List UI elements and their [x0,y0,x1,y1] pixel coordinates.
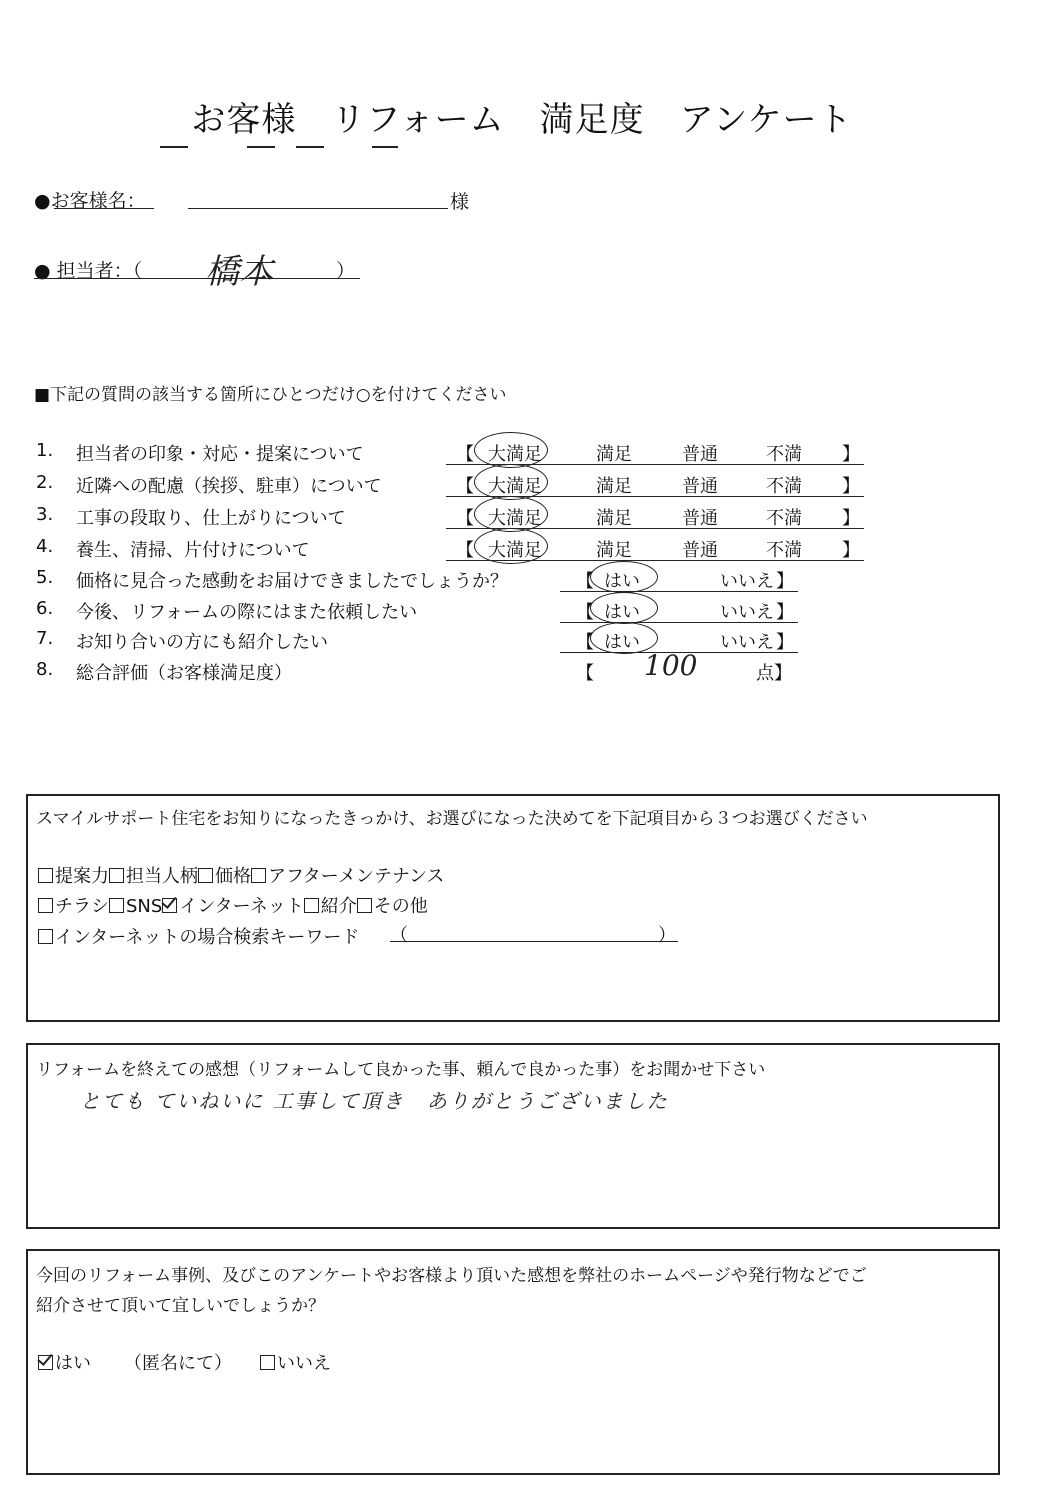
consent-no-checkbox[interactable] [260,1355,275,1370]
yesno-option[interactable]: はい [604,571,640,592]
bracket-open: 【 [576,602,594,623]
bracket-open: 【 [576,632,594,653]
yesno-option[interactable]: いいえ [720,602,774,623]
page-title: お客様 リフォーム 満足度 アンケート [191,100,853,140]
score-unit: 点 [756,663,774,684]
discovery-option[interactable] [109,866,198,887]
question-number: 5. [36,567,54,588]
scale-option[interactable]: 満足 [596,476,632,497]
impression-answer: とても ていねいに 工事して頂き ありがとうございました [80,1089,669,1113]
title-dash [296,146,324,148]
bracket-close: 】 [842,444,860,465]
yesno-option[interactable]: いいえ [720,632,774,653]
question-number: 2. [36,472,54,493]
question-text: お知り合いの方にも紹介したい [76,632,328,653]
discovery-option-label: 紹介 [320,896,357,917]
yesno-option[interactable]: はい [604,602,640,623]
discovery-option-label: 価格 [215,866,251,887]
consent-heading-line1: 今回のリフォーム事例、及びこのアンケートやお客様より頂いた感想を弊社のホームページや発行物などでご [36,1266,867,1286]
scale-option[interactable]: 普通 [682,508,718,529]
question-number: 4. [36,536,54,557]
question-number: 7. [36,628,54,649]
score-value-handwritten: 100 [644,649,698,682]
scale-option[interactable]: 普通 [682,444,718,465]
keyword-checkbox[interactable] [38,929,53,944]
checkbox[interactable] [198,868,213,883]
bracket-close: 】 [776,602,794,623]
scale-option[interactable]: 大満足 [488,476,542,497]
discovery-option[interactable] [38,866,109,887]
keyword-close-paren: ） [658,925,676,946]
impression-heading: リフォームを終えての感想（リフォームして良かった事、頼んで良かった事）をお聞かせ下さい [36,1060,766,1080]
discovery-option[interactable] [109,896,162,917]
discovery-option-label: 担当人柄 [126,866,198,887]
consent-no-label: いいえ [277,1353,331,1374]
checkbox[interactable] [38,898,53,913]
yesno-option[interactable]: はい [604,632,640,653]
keyword-label: インターネットの場合検索キーワード [55,927,360,948]
question-number: 8. [36,659,54,680]
staff-name-handwritten: 橋本 [205,252,273,292]
bracket-close: 】 [776,571,794,592]
checkbox[interactable] [357,898,372,913]
scale-option[interactable]: 不満 [766,540,802,561]
bracket-open: 【 [576,663,594,684]
discovery-option[interactable] [251,866,444,887]
scale-option[interactable]: 満足 [596,540,632,561]
discovery-option-label: アフターメンテナンス [268,866,445,887]
bracket-open: 【 [456,444,474,465]
scale-option[interactable]: 普通 [682,540,718,561]
discovery-option-label: 提案力 [55,866,109,887]
checkbox[interactable] [109,868,124,883]
answer-row [560,567,798,592]
answer-row [560,598,798,623]
title-dash [247,146,275,148]
customer-suffix: 様 [450,191,470,213]
customer-name-label: ●お客様名： [34,190,146,212]
discovery-section [26,794,1000,1022]
bracket-open: 【 [456,540,474,561]
yesno-option[interactable]: いいえ [720,571,774,592]
bracket-open: 【 [456,508,474,529]
discovery-option-label: インターネット [179,896,304,917]
question-number: 3. [36,504,54,525]
discovery-option[interactable] [198,866,251,887]
consent-no-option[interactable] [260,1349,331,1375]
discovery-option[interactable] [304,896,357,917]
checkbox[interactable] [109,898,124,913]
staff-underline [34,278,360,279]
answer-row [446,536,864,561]
keyword-input[interactable] [390,941,678,942]
question-text: 総合評価（お客様満足度） [76,663,292,684]
discovery-option-label: SNS [126,896,163,917]
checkbox[interactable] [38,868,53,883]
selection-circle-mark [474,528,548,564]
consent-yes-label: はい [55,1353,91,1374]
consent-yes-option[interactable] [38,1349,91,1375]
consent-yes-checkbox[interactable] [38,1355,53,1370]
question-number: 1. [36,440,54,461]
question-text: 今後、リフォームの際にはまた依頼したい [76,602,418,623]
scale-option[interactable]: 不満 [766,508,802,529]
discovery-option[interactable] [162,896,303,917]
scale-option[interactable]: 満足 [596,444,632,465]
scale-option[interactable]: 大満足 [488,444,542,465]
scale-option[interactable]: 大満足 [488,540,542,561]
instruction-text: ■下記の質問の該当する箇所にひとつだけ○を付けてください [34,385,507,405]
selection-circle-mark [590,561,658,593]
question-text: 近隣への配慮（挨拶、駐車）について [76,476,382,497]
answer-row [446,440,864,465]
keyword-open-paren: （ [390,925,408,946]
question-text: 工事の段取り、仕上がりについて [76,508,346,529]
scale-option[interactable]: 不満 [766,444,802,465]
customer-label-underline [54,208,154,209]
bracket-close: 】 [774,663,792,684]
bracket-open: 【 [456,476,474,497]
keyword-row [38,923,359,949]
bracket-close: 】 [842,476,860,497]
bracket-close: 】 [842,508,860,529]
staff-close-paren: ） [336,260,356,282]
selection-circle-mark [474,464,548,500]
staff-label: ● 担当者：（ [34,260,143,282]
impression-section [26,1043,1000,1229]
question-text: 養生、清掃、片付けについて [76,540,310,561]
consent-heading-line2: 紹介させて頂いて宜しいでしょうか？ [36,1296,325,1316]
discovery-option[interactable] [357,896,428,917]
discovery-heading: スマイルサポート住宅をお知りになったきっかけ、お選びになった決めてを下記項目から３つお選びください [36,809,868,829]
checkbox[interactable] [162,898,177,913]
discovery-option-label: チラシ [55,896,109,917]
question-text: 担当者の印象・対応・提案について [76,444,364,465]
answer-row [446,472,864,497]
bracket-close: 】 [776,632,794,653]
scale-option[interactable]: 不満 [766,476,802,497]
scale-option[interactable]: 満足 [596,508,632,529]
question-number: 6. [36,598,54,619]
checkbox[interactable] [251,868,266,883]
title-dash [160,146,188,148]
selection-circle-mark [590,592,658,624]
question-text: 価格に見合った感動をお届けできましたでしょうか？ [76,571,508,592]
answer-row [560,649,798,684]
selection-circle-mark [474,432,548,468]
bracket-close: 】 [842,540,860,561]
scale-option[interactable]: 普通 [682,476,718,497]
consent-anonymous-label: （匿名にて） [124,1353,232,1374]
discovery-options-row1 [38,862,444,888]
scale-option[interactable]: 大満足 [488,508,542,529]
selection-circle-mark [474,496,548,532]
checkbox[interactable] [304,898,319,913]
title-dash [372,146,398,148]
discovery-options-row2 [38,892,428,918]
discovery-option[interactable] [38,896,109,917]
answer-row [446,504,864,529]
bracket-open: 【 [576,571,594,592]
publish-consent-section [26,1249,1000,1475]
discovery-option-label: その他 [373,896,428,917]
customer-name-field[interactable] [188,208,448,209]
